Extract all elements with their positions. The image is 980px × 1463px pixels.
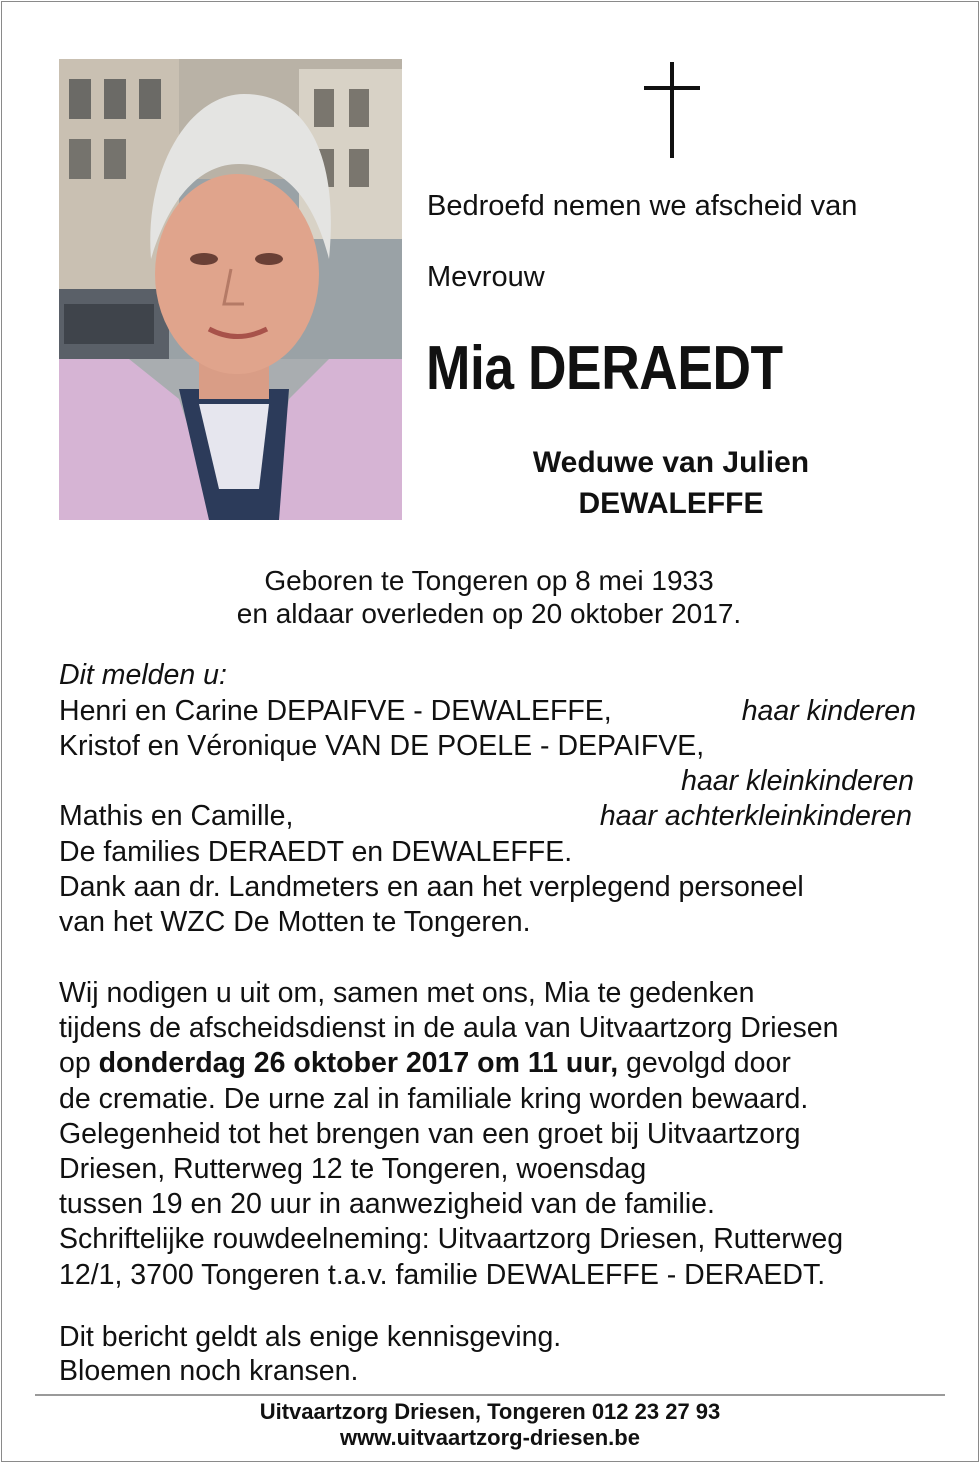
closing-line: Bloemen noch kransen. — [59, 1355, 359, 1387]
announcer-role: haar kleinkinderen — [681, 765, 914, 797]
families-line: De families DERAEDT en DEWALEFFE. — [59, 836, 573, 868]
service-date-prefix: op — [59, 1047, 99, 1079]
death-line: en aldaar overleden op 20 oktober 2017. — [236, 598, 742, 629]
service-line: tussen 19 en 20 uur in aanwezigheid van de familie. — [59, 1188, 715, 1220]
announcer-name: Kristof en Véronique VAN DE POELE - DEPAIFVE, — [59, 730, 705, 762]
thanks-line: Dank aan dr. Landmeters en aan het verplegend personeel — [59, 871, 804, 903]
deceased-name: Mia DERAEDT — [426, 334, 783, 403]
announcers-heading: Dit melden u: — [59, 659, 227, 691]
service-line: Wij nodigen u uit om, samen met ons, Mia te gedenken — [59, 977, 755, 1009]
salutation: Mevrouw — [427, 261, 545, 293]
service-line: Driesen, Rutterweg 12 te Tongeren, woensdag — [59, 1153, 647, 1185]
service-line: Schriftelijke rouwdeelneming: Uitvaartzorg Driesen, Rutterweg — [59, 1223, 844, 1255]
cross-icon — [640, 62, 704, 158]
service-line: de crematie. De urne zal in familiale kring worden bewaard. — [59, 1083, 809, 1115]
service-date-suffix: gevolgd door — [618, 1047, 791, 1079]
footer-website: www.uitvaartzorg-driesen.be — [340, 1425, 640, 1450]
footer-company: Uitvaartzorg Driesen, Tongeren 012 23 27 93 — [259, 1399, 721, 1424]
service-date: donderdag 26 oktober 2017 om 11 uur, — [98, 1047, 619, 1079]
announcer-name: Henri en Carine DEPAIFVE - DEWALEFFE, — [59, 695, 612, 727]
intro-text: Bedroefd nemen we afscheid van — [427, 190, 858, 222]
service-line: 12/1, 3700 Tongeren t.a.v. familie DEWALEFFE - DERAEDT. — [59, 1259, 826, 1291]
widow-line: Weduwe van Julien — [532, 446, 810, 479]
service-line: tijdens de afscheidsdienst in de aula van Uitvaartzorg Driesen — [59, 1012, 839, 1044]
announcer-role: haar kinderen — [741, 695, 916, 727]
portrait-photo — [59, 59, 402, 520]
footer-divider — [35, 1394, 945, 1396]
birth-line: Geboren te Tongeren op 8 mei 1933 — [264, 565, 714, 596]
service-date-line — [59, 1047, 791, 1080]
widow-line-surname: DEWALEFFE — [578, 487, 764, 520]
service-line: Gelegenheid tot het brengen van een groet bij Uitvaartzorg — [59, 1118, 801, 1150]
thanks-line: van het WZC De Motten te Tongeren. — [59, 906, 531, 938]
announcer-role: haar achterkleinkinderen — [599, 800, 912, 832]
announcer-name: Mathis en Camille, — [59, 800, 294, 832]
closing-line: Dit bericht geldt als enige kennisgeving. — [59, 1321, 562, 1353]
